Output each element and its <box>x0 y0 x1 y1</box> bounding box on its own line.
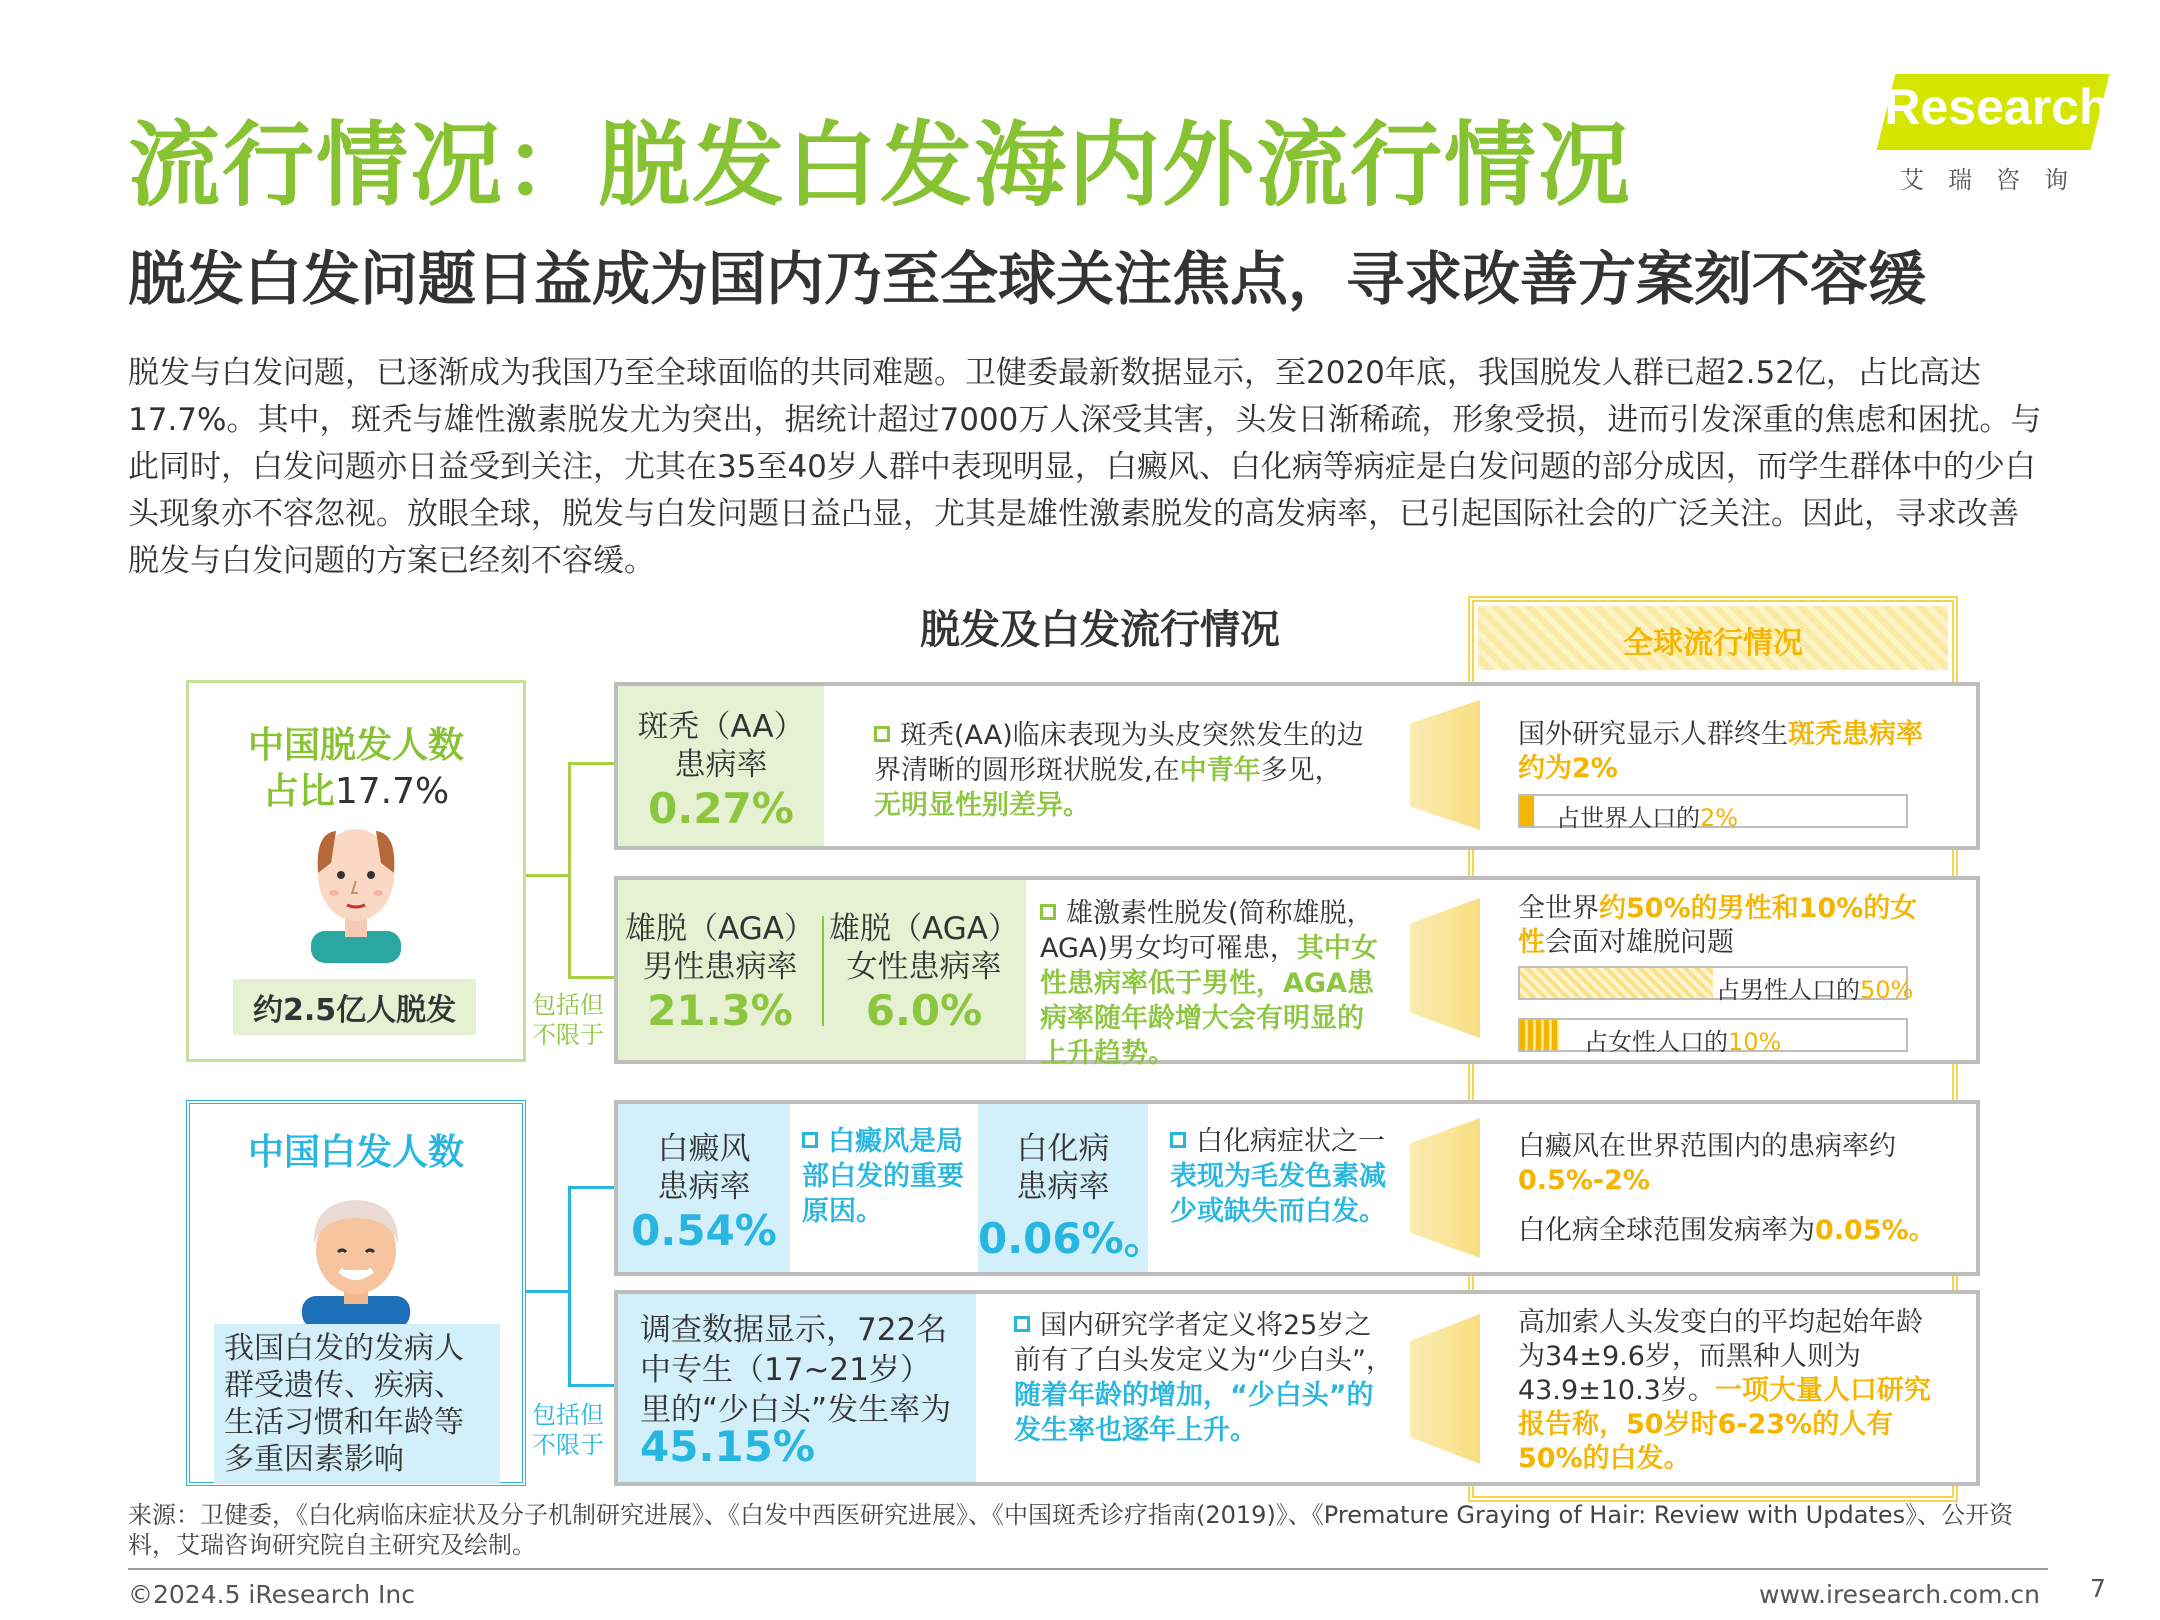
bullet-icon <box>874 726 890 742</box>
hair-loss-title-line1: 中国脱发人数 <box>247 725 464 766</box>
aga-female-label-sub: 女性患病率 <box>846 949 1002 985</box>
aa-bar-fill <box>1520 796 1534 826</box>
aa-desc-text: 斑秃(AA)临床表现为头皮突然发生的边界清晰的圆形斑状脱发,在 <box>874 720 1364 786</box>
aga-female-label: 雄脱（AGA） <box>829 911 1019 947</box>
white-hair-note <box>528 1400 608 1460</box>
balding-man-icon <box>301 813 411 963</box>
aa-label-sub: 患病率 <box>674 747 768 783</box>
bullet-icon <box>1170 1132 1186 1148</box>
aa-label: 斑秃（AA） <box>637 709 805 745</box>
aa-global-highlight: 斑秃患病率约为2% <box>1518 719 1923 784</box>
albinism-global-text <box>1518 1214 1958 1248</box>
aga-male-bar <box>1518 966 1914 1004</box>
albinism-value: 0.06%。 <box>978 1214 1166 1263</box>
aa-value: 0.27% <box>648 784 794 833</box>
student-text: 调查数据显示，722名中专生（17~21岁）里的“少白头”发生率为 <box>640 1312 952 1428</box>
aa-bar-value: 2% <box>1700 804 1739 832</box>
albinism-desc-text: 白化病症状之一 <box>1196 1126 1385 1157</box>
albinism-description <box>1170 1124 1390 1229</box>
note-line1: 包括但 <box>532 991 604 1019</box>
aa-bar-label-text: 占世界人口的 <box>1556 804 1700 832</box>
connector-line <box>568 976 614 979</box>
albinism-global-highlight: 0.05%。 <box>1815 1215 1936 1246</box>
logo-text: iResearch <box>1870 79 2110 135</box>
vitiligo-description <box>802 1124 972 1229</box>
aga-desc-highlight: 其中女性患病率低于男性，AGA患病率随年龄增大会有明显的上升趋势。 <box>1040 933 1378 1069</box>
source-note: 来源：卫健委，《白化病临床症状及分子机制研究进展》、《白发中西医研究进展》、《中国斑秃诊疗指南(2019)》、《Premature Graying of Hair: Review with Updates》、公开资料，艾瑞咨询研究院自主研究及绘制。 <box>128 1501 2014 1559</box>
aga-male-bar-value: 50% <box>1860 976 1914 1004</box>
albinism-desc-highlight: 表现为毛发色素减少或缺失而白发。 <box>1170 1161 1386 1227</box>
aga-female-value: 6.0% <box>865 986 983 1035</box>
student-desc-highlight: 随着年龄的增加，“少白头”的发生率也逐年上升。 <box>1014 1380 1374 1446</box>
hair-loss-note <box>528 990 608 1050</box>
hair-loss-title-line2: 占比 <box>262 771 335 812</box>
white-hair-tag: 我国白发的发病人群受遗传、疾病、生活习惯和年龄等多重因素影响 <box>214 1324 500 1484</box>
website-link[interactable]: www.iresearch.com.cn <box>1759 1580 2040 1609</box>
aa-bar <box>1518 794 1908 832</box>
aga-global-text <box>1518 892 1938 960</box>
aa-global-a: 国外研究显示人群终生 <box>1518 719 1788 750</box>
albinism-stat-box <box>978 1104 1166 1272</box>
connector-line <box>526 1290 570 1293</box>
student-value: 45.15% <box>640 1422 815 1471</box>
vitiligo-global-text <box>1518 1130 1938 1198</box>
aga-male-bar-label <box>1716 970 1913 1005</box>
aga-male-stat <box>618 910 822 1035</box>
aga-male-bar-label-text: 占男性人口的 <box>1716 976 1860 1004</box>
global-column-label: 全球流行情况 <box>1623 626 1803 661</box>
aga-global-highlight: 约50%的男性和10%的女性 <box>1518 893 1918 958</box>
page-title: 流行情况：脱发白发海内外流行情况 <box>128 112 1633 219</box>
bullet-icon <box>1040 904 1056 920</box>
connector-line <box>526 874 570 877</box>
note-line2: 不限于 <box>532 1021 604 1049</box>
aa-desc-highlight: 中青年 <box>1179 755 1261 786</box>
aga-male-bar-fill <box>1520 968 1713 998</box>
white-hair-title: 中国白发人数 <box>247 1132 464 1173</box>
aga-female-bar-fill <box>1520 1020 1559 1050</box>
aa-global-text <box>1518 718 1938 786</box>
student-desc-text: 国内研究学者定义将25岁之前有了白头发定义为“少白头”， <box>1014 1310 1393 1376</box>
vitiligo-global-a: 白癜风在世界范围内的患病率约 <box>1518 1131 1896 1162</box>
aga-global-b: 会面对雄脱问题 <box>1545 927 1734 958</box>
page-number: 7 <box>2090 1574 2106 1603</box>
albinism-label: 白化病 <box>1016 1131 1110 1167</box>
aga-stat-box <box>618 880 1026 1060</box>
connector-line <box>568 1186 571 1386</box>
aga-description <box>1040 896 1380 1071</box>
connector-line <box>568 1384 614 1387</box>
hair-loss-percent: 17.7% <box>334 771 450 812</box>
vitiligo-label: 白癜风 <box>657 1131 751 1167</box>
connector-line <box>568 762 614 765</box>
aga-female-bar-value: 10% <box>1728 1028 1782 1056</box>
student-global-a: 高加索人头发变白的平均起始年龄为34±9.6岁，而黑种人则为43.9±10.3岁。 <box>1518 1307 1923 1406</box>
aga-female-bar-label <box>1584 1022 1781 1057</box>
hair-loss-title <box>189 723 523 815</box>
aga-global-a: 全世界 <box>1518 893 1599 924</box>
aga-male-value: 21.3% <box>647 986 793 1035</box>
logo-subtext: 艾瑞咨询 <box>1900 166 2092 194</box>
vitiligo-stat-box <box>618 1104 790 1272</box>
bullet-icon <box>1014 1316 1030 1332</box>
aa-desc-highlight2: 无明显性别差异。 <box>874 790 1090 821</box>
vitiligo-value: 0.54% <box>631 1206 777 1255</box>
aga-female-stat <box>822 910 1026 1035</box>
albinism-global-a: 白化病全球范围发病率为 <box>1518 1215 1815 1246</box>
connector-line <box>568 1186 614 1189</box>
white-haired-man-icon <box>294 1188 418 1328</box>
connector-line <box>568 762 571 978</box>
bullet-icon <box>802 1132 818 1148</box>
hair-loss-tag: 约2.5亿人脱发 <box>233 979 476 1035</box>
student-global-text <box>1518 1306 1938 1476</box>
student-stat-box <box>618 1294 976 1482</box>
aga-male-label-sub: 男性患病率 <box>642 949 798 985</box>
aga-female-bar <box>1518 1018 1908 1056</box>
iresearch-logo <box>1860 68 2120 192</box>
section-title: 脱发及白发流行情况 <box>920 607 1280 653</box>
vitiligo-label-sub: 患病率 <box>657 1169 751 1205</box>
intro-paragraph: 脱发与白发问题，已逐渐成为我国乃至全球面临的共同难题。卫健委最新数据显示，至2020年底，我国脱发人群已超2.52亿，占比高达17.7%。其中，斑秃与雄性激素脱发尤为突出，据统计超过7000万人深受其害，头发日渐稀疏，形象受损，进而引发深重的焦虑和困扰。与此同时，白发问题亦日益受到关注，尤其在35至40岁人群中表现明显，白癜风、白化病等病症是白发问题的部分成因，而学生群体中的少白头现象亦不容忽视。放眼全球，脱发与白发问题日益凸显，尤其是雄性激素脱发的高发病率，已引起国际社会的广泛关注。因此，寻求改善脱发与白发问题的方案已经刻不容缓。 <box>128 355 2042 579</box>
student-description <box>1014 1308 1394 1448</box>
aa-bar-label <box>1556 798 1738 833</box>
vitiligo-desc-text: 白癜风是局部白发的重要原因。 <box>802 1126 964 1227</box>
aga-female-bar-label-text: 占女性人口的 <box>1584 1028 1728 1056</box>
albinism-label-sub: 患病率 <box>1016 1169 1110 1205</box>
aa-stat-box <box>618 686 824 846</box>
copyright: ©2024.5 iResearch Inc <box>128 1580 415 1609</box>
aga-desc-text: 雄激素性脱发(简称雄脱，AGA)男女均可罹患， <box>1040 898 1374 964</box>
student-global-highlight: 一项大量人口研究报告称，50岁时6-23%的人有50%的白发。 <box>1518 1375 1931 1474</box>
aga-male-label: 雄脱（AGA） <box>625 911 815 947</box>
page-subtitle: 脱发白发问题日益成为国内乃至全球关注焦点，寻求改善方案刻不容缓 <box>128 245 1927 313</box>
note-line1: 包括但 <box>532 1401 604 1429</box>
vitiligo-global-highlight: 0.5%-2% <box>1518 1165 1650 1196</box>
white-hair-profile <box>186 1100 526 1486</box>
aa-desc-text2: 多见， <box>1260 755 1342 786</box>
aa-description <box>874 718 1364 823</box>
footer-divider <box>128 1568 2048 1570</box>
hair-loss-profile <box>186 680 526 1062</box>
note-line2: 不限于 <box>532 1431 604 1459</box>
